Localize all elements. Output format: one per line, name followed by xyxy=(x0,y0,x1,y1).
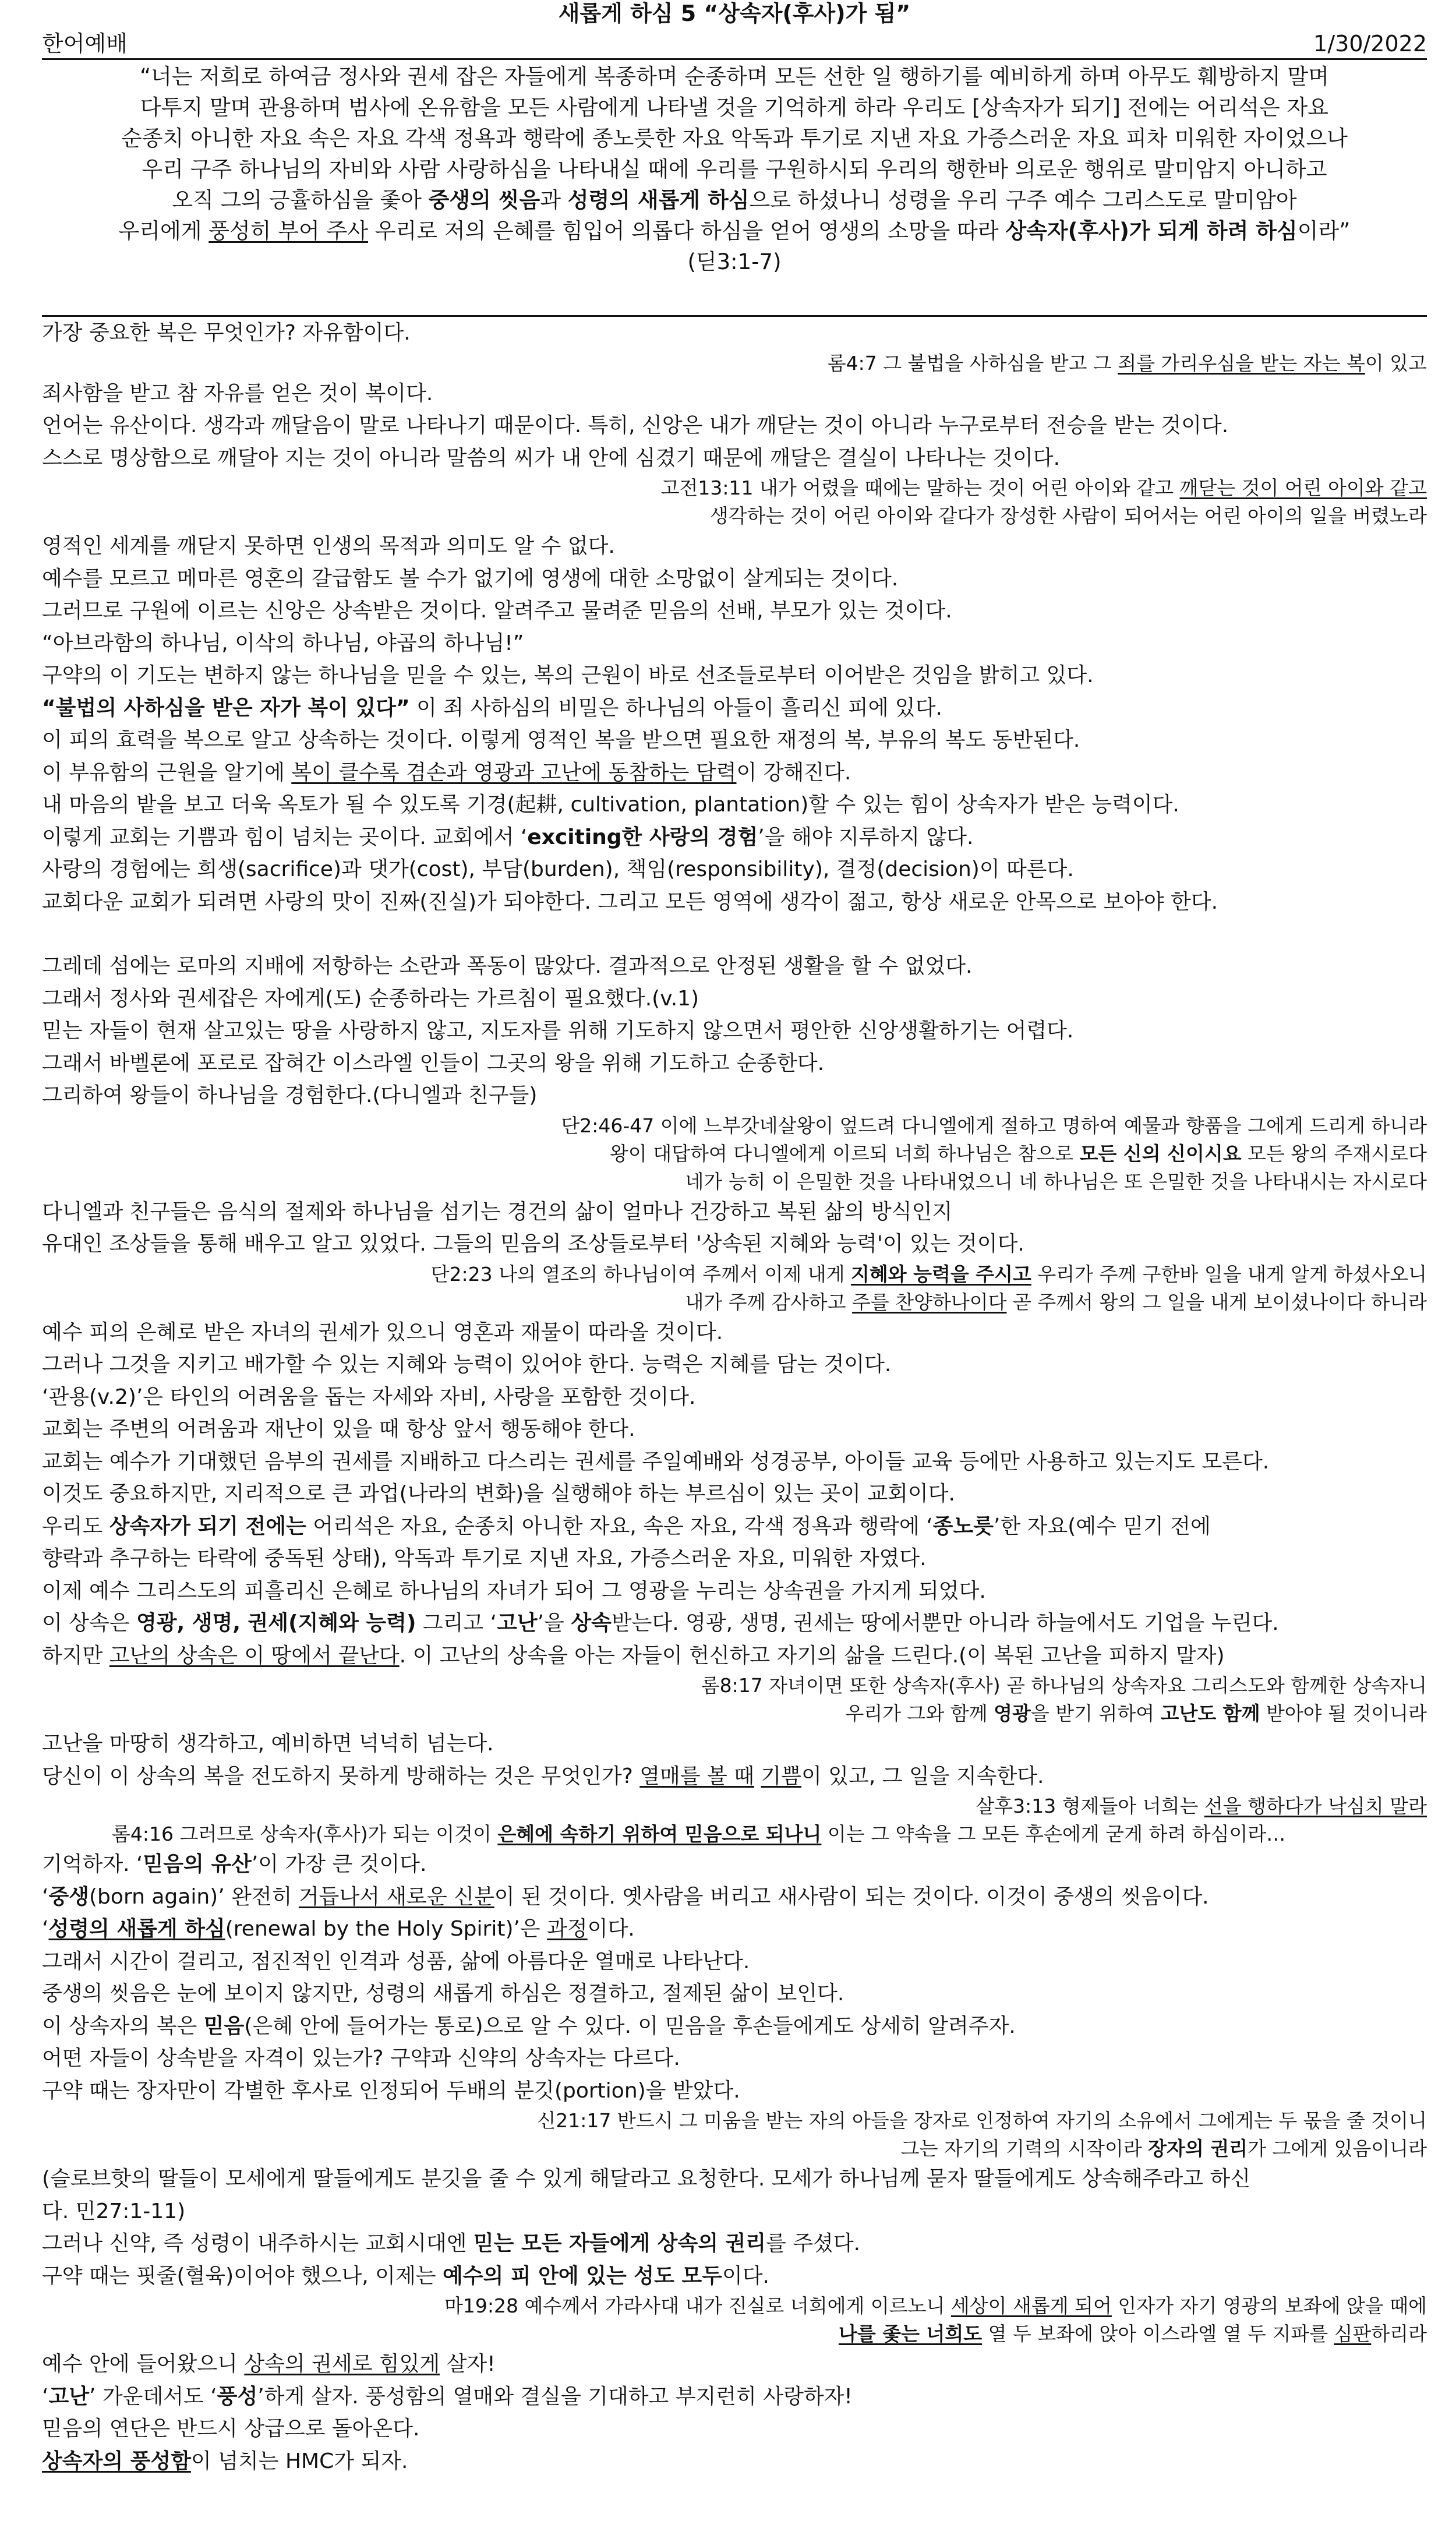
body-line: 예수 안에 들어왔으니 상속의 권세로 힘있게 살자! xyxy=(42,2352,496,2376)
verse-line: 고전13:11 내가 어렸을 때에는 말하는 것이 어린 아이와 같고 깨닫는 것이 어린 아이와 같고 xyxy=(660,476,1427,499)
body-line: 이제 예수 그리스도의 피흘리신 은혜로 하나님의 자녀가 되어 그 영광을 누리는 상속권을 가지게 되었다. xyxy=(42,1579,986,1603)
verse-line: 생각하는 것이 어린 아이와 같다가 장성한 사람이 되어서는 어린 아이의 일을 버렸노라 xyxy=(709,504,1427,527)
body-line: 구약 때는 핏줄(혈육)이어야 했으나, 이제는 예수의 피 안에 있는 성도 모두이다. xyxy=(42,2264,769,2288)
body-line: 이 상속자의 복은 믿음(은혜 안에 들어가는 통로)으로 알 수 있다. 이 믿음을 후손들에게도 상세히 알려주자. xyxy=(42,2014,1016,2038)
body-line: 이 피의 효력을 복으로 알고 상속하는 것이다. 이렇게 영적인 복을 받으면 필요한 재정의 복, 부유의 복도 동반된다. xyxy=(42,728,1080,752)
body-line: 그리하여 왕들이 하나님을 경험한다.(다니엘과 친구들) xyxy=(42,1083,538,1107)
intro-line: 오직 그의 긍휼하심을 좇아 중생의 씻음과 성령의 새롭게 하심으로 하셨나니 성령을 우리 구주 예수 그리스도로 말미암아 xyxy=(172,188,1297,213)
body-line: 그레데 섬에는 로마의 지배에 저항하는 소란과 폭동이 많았다. 결과적으로 안정된 생활을 할 수 없었다. xyxy=(42,954,973,978)
service-label: 한어예배 xyxy=(42,31,128,57)
date-label: 1/30/2022 xyxy=(1313,31,1427,57)
page-title: 새롭게 하심 5 “상속자(후사)가 됨” xyxy=(558,1,911,26)
body-line: 이것도 중요하지만, 지리적으로 큰 과업(나라의 변화)을 실행해야 하는 부르심이 있는 곳이 교회이다. xyxy=(42,1482,955,1506)
body-line: 향락과 추구하는 타락에 중독된 상태), 악독과 투기로 지낸 자요, 가증스러운 자요, 미워한 자였다. xyxy=(42,1547,927,1570)
sermon-page xyxy=(0,2,1456,2528)
body-line: (슬로브핫의 딸들이 모세에게 딸들에게도 분깃을 줄 수 있게 해달라고 요청한다. 모세가 하나님께 묻자 딸들에게도 상속해주라고 하신 xyxy=(42,2167,1251,2191)
paragraph-gap xyxy=(42,918,1427,950)
verse-line: 네가 능히 이 은밀한 것을 나타내었으니 네 하나님은 또 은밀한 것을 나타내시는 자시로다 xyxy=(685,1170,1427,1193)
body-line: “아브라함의 하나님, 이삭의 하나님, 야곱의 하나님!” xyxy=(42,631,524,655)
body-line: 교회다운 교회가 되려면 사랑의 맛이 진짜(진실)가 되야한다. 그리고 모든 영역에 생각이 젊고, 항상 새로운 안목으로 보아야 한다. xyxy=(42,889,1218,914)
body-line: 어떤 자들이 상속받을 자격이 있는가? 구약과 신약의 상속자는 다르다. xyxy=(42,2046,680,2070)
intro-line: “너는 저희로 하여금 정사와 권세 잡은 자들에게 복종하며 순종하며 모든 선한 일 행하기를 예비하게 하며 아무도 훼방하지 말며 xyxy=(140,64,1329,89)
body-line: 이 부유함의 근원을 알기에 복이 클수록 겸손과 영광과 고난에 동참하는 담력이 강해진다. xyxy=(42,760,851,785)
sermon-body xyxy=(42,317,1427,2477)
body-line: 그래서 시간이 걸리고, 점진적인 인격과 성품, 삶에 아름다운 열매로 나타난다. xyxy=(42,1949,750,1973)
body-line: 다니엘과 친구들은 음식의 절제와 하나님을 섬기는 경건의 삶이 얼마나 건강하고 복된 삶의 방식인지 xyxy=(42,1199,953,1224)
intro-line: 다투지 말며 관용하며 범사에 온유함을 모든 사람에게 나타낼 것을 기억하게 하라 우리도 [상속자가 되기] 전에는 어리석은 자요 xyxy=(140,95,1328,120)
body-line: 그러므로 구원에 이르는 신앙은 상속받은 것이다. 알려주고 물려준 믿음의 선배, 부모가 있는 것이다. xyxy=(42,599,952,623)
verse-line: 롬4:16 그러므로 상속자(후사)가 되는 이것이 은혜에 속하기 위하여 믿음으로 되나니 이는 그 약속을 그 모든 후손에게 굳게 하려 하심이라… xyxy=(112,1823,1286,1845)
body-line: 예수 피의 은혜로 받은 자녀의 권세가 있으니 영혼과 재물이 따라올 것이다. xyxy=(42,1320,723,1344)
verse-line: 그는 자기의 기력의 시작이라 장자의 권리가 그에게 있음이니라 xyxy=(900,2137,1427,2160)
body-line: 가장 중요한 복은 무엇인가? 자유함이다. xyxy=(42,321,411,345)
body-line: “불법의 사하심을 받은 자가 복이 있다” 이 죄 사하심의 비밀은 하나님의 아들이 흘리신 피에 있다. xyxy=(42,695,942,720)
body-line: 교회는 예수가 기대했던 음부의 권세를 지배하고 다스리는 권세를 주일예배와 성경공부, 아이들 교육 등에만 사용하고 있는지도 모른다. xyxy=(42,1449,1270,1474)
body-line: ‘관용(v.2)’은 타인의 어려움을 돕는 자세와 자비, 사랑을 포함한 것이다. xyxy=(42,1385,696,1409)
verse-line: 살후3:13 형제들아 너희는 선을 행하다가 낙심치 말라 xyxy=(976,1795,1427,1817)
body-line: 다. 민27:1-11) xyxy=(42,2199,186,2223)
verse-line: 신21:17 반드시 그 미움을 받는 자의 아들을 장자로 인정하여 자기의 소유에서 그에게는 두 몫을 줄 것이니 xyxy=(537,2109,1427,2132)
body-line: 기억하자. ‘믿음의 유산’이 가장 큰 것이다. xyxy=(42,1852,427,1876)
body-line: 믿는 자들이 현재 살고있는 땅을 사랑하지 않고, 지도자를 위해 기도하지 않으면서 평안한 신앙생활하기는 어렵다. xyxy=(42,1019,1074,1043)
body-line: 내 마음의 밭을 보고 더욱 옥토가 될 수 있도록 기경(起耕, cultivation, plantation)할 수 있는 힘이 상속자가 받은 능력이다. xyxy=(42,793,1179,817)
scripture-intro xyxy=(42,60,1427,317)
body-line: 교회는 주변의 어려움과 재난이 있을 때 항상 앞서 행동해야 한다. xyxy=(42,1417,635,1441)
intro-line: 순종치 아니한 자요 속은 자요 각색 정욕과 행락에 종노릇한 자요 악독과 투기로 지낸 자요 가증스러운 자요 피차 미워한 자이었으나 xyxy=(121,126,1348,151)
body-line: 믿음의 연단은 반드시 상급으로 돌아온다. xyxy=(42,2417,420,2441)
body-line: 영적인 세계를 깨닫지 못하면 인생의 목적과 의미도 알 수 없다. xyxy=(42,534,615,558)
body-line: 구약 때는 장자만이 각별한 후사로 인정되어 두배의 분깃(portion)을 받았다. xyxy=(42,2078,740,2103)
body-line: 예수를 모르고 메마른 영혼의 갈급함도 볼 수가 없기에 영생에 대한 소망없이 살게되는 것이다. xyxy=(42,566,899,591)
intro-reference: (딛3:1-7) xyxy=(687,249,782,274)
verse-line: 나를 좇는 너희도 열 두 보좌에 앉아 이스라엘 열 두 지파를 심판하리라 xyxy=(839,2322,1427,2345)
verse-line: 마19:28 예수께서 가라사대 내가 진실로 너희에게 이르노니 세상이 새롭게 되어 인자가 자기 영광의 보좌에 앉을 때에 xyxy=(444,2294,1427,2317)
body-line: 하지만 고난의 상속은 이 땅에서 끝난다. 이 고난의 상속을 아는 자들이 헌신하고 자기의 삶을 드린다.(이 복된 고난을 피하지 말자) xyxy=(42,1643,1225,1668)
body-line: 그러나 신약, 즉 성령이 내주하시는 교회시대엔 믿는 모든 자들에게 상속의 권리를 주셨다. xyxy=(42,2232,861,2255)
body-line: ‘고난’ 가운데서도 ‘풍성’하게 살자. 풍성함의 열매와 결실을 기대하고 부지런히 사랑하자! xyxy=(42,2384,853,2409)
verse-line: 우리가 그와 함께 영광을 받기 위하여 고난도 함께 받아야 될 것이니라 xyxy=(845,1702,1427,1725)
body-line: 그래서 정사와 권세잡은 자에게(도) 순종하라는 가르침이 필요했다.(v.1) xyxy=(42,986,699,1011)
verse-line: 왕이 대답하여 다니엘에게 이르되 너희 하나님은 참으로 모든 신의 신이시요 모든 왕의 주재시로다 xyxy=(609,1142,1427,1165)
body-line: 상속자의 풍성함이 넘치는 HMC가 되자. xyxy=(42,2449,408,2473)
body-line: 이 상속은 영광, 생명, 권세(지혜와 능력) 그리고 ‘고난’을 상속받는다. 영광, 생명, 권세는 땅에서뿐만 아니라 하늘에서도 기업을 누린다. xyxy=(42,1611,1279,1635)
body-line: 죄사함을 받고 참 자유를 얻은 것이 복이다. xyxy=(42,381,433,405)
intro-line: 우리 구주 하나님의 자비와 사람 사랑하심을 나타내실 때에 우리를 구원하시되 우리의 행한바 의로운 행위로 말미암지 아니하고 xyxy=(142,157,1327,182)
intro-line: 우리에게 풍성히 부어 주사 우리로 저의 은혜를 힘입어 의롭다 하심을 얻어 영생의 소망을 따라 상속자(후사)가 되게 하려 하심이라” xyxy=(118,218,1351,243)
verse-line: 단2:46-47 이에 느부갓네살왕이 엎드려 다니엘에게 절하고 명하여 예물과 향품을 그에게 드리게 하니라 xyxy=(561,1114,1427,1137)
verse-line: 롬8:17 자녀이면 또한 상속자(후사) 곧 하나님의 상속자요 그리스도와 함께한 상속자니 xyxy=(701,1674,1427,1697)
body-line: 스스로 명상함으로 깨달아 지는 것이 아니라 말씀의 씨가 내 안에 심겼기 때문에 깨달은 결실이 나타나는 것이다. xyxy=(42,446,1061,470)
body-line: ‘중생(born again)’ 완전히 거듭나서 새로운 신분이 된 것이다. 옛사람을 버리고 새사람이 되는 것이다. 이것이 중생의 씻음이다. xyxy=(42,1884,1209,1909)
body-line: 그러나 그것을 지키고 배가할 수 있는 지혜와 능력이 있어야 한다. 능력은 지혜를 담는 것이다. xyxy=(42,1353,892,1376)
header-row xyxy=(42,29,1427,60)
body-line: 고난을 마땅히 생각하고, 예비하면 넉넉히 넘는다. xyxy=(42,1732,494,1756)
body-line: 유대인 조상들을 통해 배우고 알고 있었다. 그들의 믿음의 조상들로부터 '상속된 지혜와 능력'이 있는 것이다. xyxy=(42,1232,1024,1256)
body-line: 이렇게 교회는 기쁨과 힘이 넘치는 곳이다. 교회에서 ‘exciting한 사랑의 경험’을 해야 지루하지 않다. xyxy=(42,825,974,849)
body-line: 중생의 씻음은 눈에 보이지 않지만, 성령의 새롭게 하심은 정결하고, 절제된 삶이 보인다. xyxy=(42,1982,844,2006)
body-line: 당신이 이 상속의 복을 전도하지 못하게 방해하는 것은 무엇인가? 열매를 볼 때 기쁨이 있고, 그 일을 지속한다. xyxy=(42,1764,1044,1788)
body-line: 그래서 바벨론에 포로로 잡혀간 이스라엘 인들이 그곳의 왕을 위해 기도하고 순종한다. xyxy=(42,1051,825,1075)
body-line: ‘성령의 새롭게 하심(renewal by the Holy Spirit)’은 과정이다. xyxy=(42,1917,635,1941)
verse-line: 단2:23 나의 열조의 하나님이여 주께서 이제 내게 지혜와 능력을 주시고 우리가 주께 구한바 일을 내게 알게 하셨사오니 xyxy=(430,1262,1427,1286)
body-line: 우리도 상속자가 되기 전에는 어리석은 자요, 순종치 아니한 자요, 속은 자요, 각색 정욕과 행락에 ‘종노릇’한 자요(예수 믿기 전에 xyxy=(42,1514,1211,1538)
verse-line: 내가 주께 감사하고 주를 찬양하나이다 곧 주께서 왕의 그 일을 내게 보이셨나이다 하니라 xyxy=(685,1290,1427,1314)
verse-line: 롬4:7 그 불법을 사하심을 받고 그 죄를 가리우심을 받는 자는 복이 있고 xyxy=(827,351,1427,375)
body-line: 사랑의 경험에는 희생(sacrifice)과 댓가(cost), 부담(burden), 책임(responsibility), 결정(decision)이 따른다. xyxy=(42,857,1074,881)
body-line: 언어는 유산이다. 생각과 깨달음이 말로 나타나기 때문이다. 특히, 신앙은 내가 깨닫는 것이 아니라 누구로부터 전승을 받는 것이다. xyxy=(42,414,1229,437)
body-line: 구약의 이 기도는 변하지 않는 하나님을 믿을 수 있는, 복의 근원이 바로 선조들로부터 이어받은 것임을 밝히고 있다. xyxy=(42,663,1094,687)
